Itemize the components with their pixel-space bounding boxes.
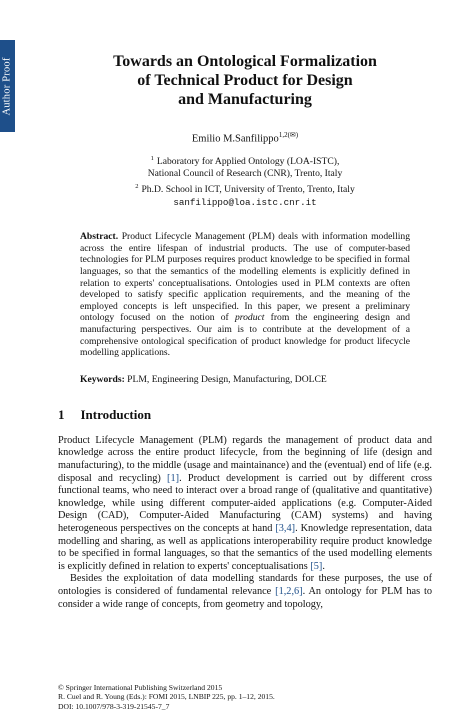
affiliation-2-line-1: Ph.D. School in ICT, University of Trento, Trento, Italy (141, 184, 355, 196)
citation-link[interactable]: [1] (167, 472, 180, 484)
section-number: 1 (58, 406, 65, 422)
paragraph-2-text-2: . An ontology for PLM has to consider a wide range of concepts, from geometry and topology, (58, 585, 433, 610)
author-proof-label: Author Proof (2, 56, 14, 116)
paragraph-2-text-1: Besides the exploitation of data modelling standards for these purposes, the use of ontologies is considered of fundamental relevance (58, 573, 432, 597)
copyright-footnote (58, 683, 432, 711)
footnote-copyright: © Springer International Publishing Switzerland 2015 (58, 683, 223, 692)
paper-title (58, 52, 432, 109)
footnote-citation: R. Cuel and R. Young (Eds.): FOMI 2015, LNBIP 225, pp. 1–12, 2015. (58, 692, 275, 702)
affiliation-2-marker: 2 (135, 182, 139, 190)
author-affiliation-marker: 1,2(✉) (278, 131, 299, 139)
paragraph-1-text-1: Product Lifecycle Management (PLM) regards the management of product data and knowledge across the entire product lifecycle, from the beginning of life (design and manufacturing), to the middle (usage and maintainance) and the (eventual) end of life (e.g. disposal and recycling) (58, 434, 432, 484)
affiliations (58, 153, 432, 210)
citation-link[interactable]: [3,4] (275, 522, 296, 534)
author-email[interactable]: sanfilippo@loa.istc.cnr.it (173, 196, 317, 208)
paragraph-1-text-2: . Product development is carried out by different cross functional teams, who need to interact over a broad range of (qualitative and quantitative) knowledge, while using different computer-aided applications (e.g. Computer-Aided Design (CAD), Computer-Aided Manufacturing (CAM) systems) and having heterogeneous perspectives on the concepts at hand (58, 472, 432, 534)
affiliation-1 (58, 153, 432, 169)
affiliation-1-line-1: Laboratory for Applied Ontology (LOA-ISTC), (156, 155, 340, 167)
title-line-2: of Technical Product for Design (137, 72, 353, 89)
keywords-label: Keywords: (80, 373, 125, 385)
author-name: Emilio M.Sanfilippo (191, 133, 279, 145)
section-heading (58, 407, 432, 423)
section-body (58, 435, 432, 611)
paragraph-1 (58, 435, 432, 574)
citation-link[interactable]: [1,2,6] (275, 585, 303, 597)
paper-page (58, 52, 432, 611)
author-proof-tab (0, 40, 15, 132)
paragraph-1-text-3: . Knowledge representation, data modelling and sharing, as well as applications interoperability require product knowledge to be specified in formal languages, so that the semantics of the used modelling elements is explicitly defined in relation to experts' conceptualisations (58, 522, 433, 572)
title-line-1: Towards an Ontological Formalization (113, 53, 377, 70)
paragraph-1-text-4: . (322, 560, 325, 572)
affiliation-2 (58, 181, 432, 197)
abstract-emphasis: product (234, 312, 265, 324)
section-title: Introduction (80, 406, 152, 422)
affiliation-1-marker: 1 (150, 154, 154, 162)
title-line-3: and Manufacturing (178, 91, 312, 108)
abstract-text-b: from the engineering design and manufacturing perspectives. Our aim is to contribute at the development of a comprehensive ontological specification of product knowledge for product lifecycle modelling applications. (80, 312, 410, 359)
abstract-text-a: Product Lifecycle Management (PLM) deals with information modelling across the entire lifespan of industrial products. The use of computer-based technologies for PLM purposes requires product knowledge to be specified in formal languages, so that the semantics of the modelling elements is explicitly defined in relation to experts' conceptualisations. Ontologies used in PLM contexts are often developed to satisfy specific application requirements, and the meaning of the employed concepts is left unspecified. In this paper, we present a preliminary ontology focused on the notion of (80, 231, 411, 324)
abstract-label: Abstract. (80, 231, 119, 243)
citation-link[interactable]: [5] (310, 560, 323, 572)
keywords-text: PLM, Engineering Design, Manufacturing, DOLCE (127, 373, 327, 385)
affiliation-1-line-2: National Council of Research (CNR), Trento, Italy (147, 168, 343, 180)
paragraph-2 (58, 573, 432, 611)
abstract (80, 231, 410, 359)
footnote-doi: DOI: 10.1007/978-3-319-21545-7_7 (58, 701, 170, 711)
keywords (80, 374, 410, 385)
author-line (58, 131, 432, 145)
